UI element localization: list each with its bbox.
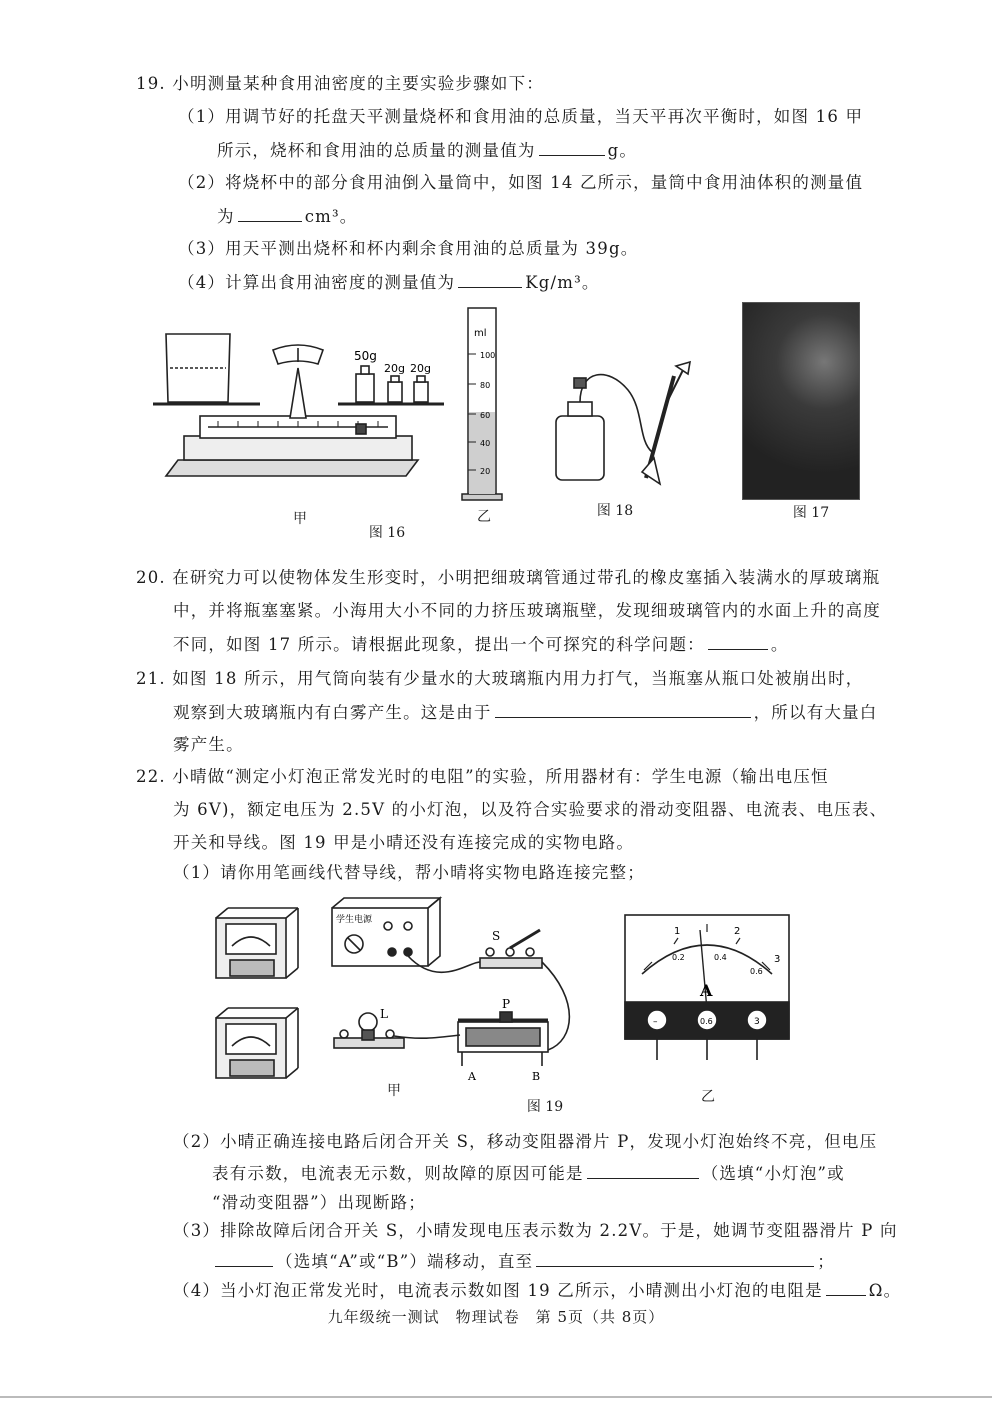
answer-blank-until[interactable] (536, 1250, 814, 1267)
q22-line2: 为 6V)，额定电压为 2.5V 的小灯泡，以及符合实验要求的滑动变阻器、电流表、电压表、 (173, 800, 888, 819)
ammeter-small-0-2: 0.2 (672, 953, 685, 962)
ammeter-scale-1: 1 (674, 926, 681, 937)
q22-line1: 22. 小晴做“测定小灯泡正常发光时的电阻”的实验，所用器材有：学生电源（输出电压恒 (136, 767, 829, 786)
q22-part3-line2 (212, 1250, 835, 1273)
q22-part2-options: （选填“小灯泡”或 (701, 1164, 845, 1183)
q19-step1-text: 所示，烧杯和食用油的总质量的测量值为 (217, 141, 536, 160)
ammeter-small-0-4: 0.4 (714, 953, 727, 962)
ammeter-scale-3: 3 (774, 954, 781, 965)
fig18-caption: 图 18 (596, 503, 634, 519)
answer-blank-resistance[interactable] (826, 1279, 866, 1296)
q22-part4-unit: Ω。 (868, 1281, 902, 1300)
answer-blank-volume[interactable] (238, 205, 302, 222)
q22-part2-text: 表有示数，电流表无示数，则故障的原因可能是 (212, 1164, 584, 1183)
q22-part3-end: ； (817, 1252, 835, 1271)
q19-step2-line1: （2）将烧杯中的部分食用油倒入量筒中，如图 14 乙所示，量筒中食用油体积的测量值 (178, 173, 864, 192)
q21-line3: 雾产生。 (173, 735, 244, 754)
answer-blank-density[interactable] (458, 271, 522, 288)
answer-blank-direction[interactable] (215, 1250, 273, 1267)
power-supply-label: 学生电源 (336, 915, 373, 925)
ammeter-figure (622, 912, 792, 1062)
lamp-label: L (380, 1007, 388, 1021)
weight-label-20g-b: 20g (410, 362, 431, 375)
q19-step4 (178, 271, 600, 294)
fig17-caption: 图 17 (792, 505, 830, 521)
q22-line3: 开关和导线。图 19 甲是小晴还没有连接完成的实物电路。 (173, 833, 635, 852)
q21-line2-end: ，所以有大量白 (753, 703, 878, 722)
slider-label: P (502, 997, 511, 1011)
ammeter-letter: A (700, 981, 713, 1000)
q19-step1-unit: g。 (607, 141, 638, 160)
q19-step1-line1: （1）用调节好的托盘天平测量烧杯和食用油的总质量，当天平再次平衡时，如图 16 甲 (178, 107, 864, 126)
ammeter-small-0-6: 0.6 (750, 967, 763, 976)
cylinder-unit: ml (474, 328, 487, 339)
q21-line2 (173, 701, 878, 724)
cylinder-tick-20: 20 (480, 467, 491, 476)
q21-line1: 21. 如图 18 所示，用气筒向装有少量水的大玻璃瓶内用力打气，当瓶塞从瓶口处被崩出时， (136, 669, 864, 688)
rheostat-end-b: B (532, 1070, 541, 1083)
bottle-squeeze-photo (742, 302, 860, 500)
fig19-caption: 图 19 (526, 1099, 564, 1115)
q20-line3-text: 不同，如图 17 所示。请根据此现象，提出一个可探究的科学问题： (173, 635, 705, 654)
q19-step4-unit: Kg/m³。 (525, 273, 600, 292)
weight-label-50g: 50g (354, 349, 377, 363)
fig19-label-yi: 乙 (701, 1089, 715, 1105)
answer-blank-mass[interactable] (539, 139, 605, 156)
q19-stem: 19. 小明测量某种食用油密度的主要实验步骤如下： (136, 74, 544, 93)
switch-label: S (492, 929, 501, 943)
graduated-cylinder-figure (458, 302, 508, 502)
q20-line1: 20. 在研究力可以使物体发生形变时，小明把细玻璃管通过带孔的橡皮塞插入装满水的厚玻璃瓶 (136, 568, 881, 587)
fig16-label-yi: 乙 (477, 509, 491, 525)
q19-step2-unit: cm³。 (304, 207, 358, 226)
ammeter-terminal-neg: – (653, 1017, 658, 1027)
q22-part4-text: （4）当小灯泡正常发光时，电流表示数如图 19 乙所示，小晴测出小灯泡的电阻是 (173, 1281, 823, 1300)
cylinder-tick-40: 40 (480, 439, 491, 448)
answer-blank-question[interactable] (708, 633, 768, 650)
q19-step3: （3）用天平测出烧杯和杯内剩余食用油的总质量为 39g。 (178, 239, 639, 258)
fig16-caption: 图 16 (368, 525, 406, 541)
q22-part2-line2 (212, 1162, 845, 1185)
answer-blank-fault[interactable] (587, 1162, 699, 1179)
cylinder-tick-60: 60 (480, 411, 491, 420)
fig19-label-jia: 甲 (387, 1083, 401, 1099)
answer-blank-reason[interactable] (495, 701, 751, 718)
q19-step2-line2 (217, 205, 358, 228)
rheostat-end-a: A (468, 1070, 476, 1083)
pump-bottle-figure (548, 360, 698, 490)
balance-figure (148, 328, 448, 488)
q22-part2-line1: （2）小晴正确连接电路后闭合开关 S，移动变阻器滑片 P，发现小灯泡始终不亮，但电压 (173, 1132, 878, 1151)
q22-part3-line1: （3）排除故障后闭合开关 S，小晴发现电压表示数为 2.2V。于是，她调节变阻器滑片 P 向 (173, 1221, 898, 1240)
q22-part1: （1）请你用笔画线代替导线，帮小晴将实物电路连接完整； (173, 863, 645, 882)
q20-line3-end: 。 (770, 635, 789, 654)
q19-step2-text: 为 (217, 207, 235, 226)
page-footer: 九年级统一测试 物理试卷 第 5页（共 8页） (327, 1308, 665, 1326)
ammeter-terminal-3: 3 (754, 1017, 760, 1027)
q20-line3 (173, 633, 789, 656)
q22-part3-text: （选填“A”或“B”）端移动，直至 (276, 1252, 534, 1271)
q22-part2-line3: “滑动变阻器”）出现断路； (212, 1193, 426, 1212)
weight-label-20g-a: 20g (384, 362, 405, 375)
cylinder-tick-100: 100 (480, 351, 496, 360)
circuit-figure (210, 890, 590, 1100)
q21-line2-text: 观察到大玻璃瓶内有白雾产生。这是由于 (173, 703, 492, 722)
cylinder-tick-80: 80 (480, 381, 491, 390)
ammeter-scale-2: 2 (734, 926, 741, 937)
fig16-label-jia: 甲 (293, 511, 307, 527)
q19-step4-text: （4）计算出食用油密度的测量值为 (178, 273, 456, 292)
bottom-divider (0, 1396, 992, 1398)
ammeter-terminal-0-6: 0.6 (700, 1017, 713, 1026)
q22-part4 (173, 1279, 901, 1302)
q19-step1-line2 (217, 139, 637, 162)
q20-line2: 中，并将瓶塞塞紧。小海用大小不同的力挤压玻璃瓶壁，发现细玻璃管内的水面上升的高度 (173, 601, 881, 620)
